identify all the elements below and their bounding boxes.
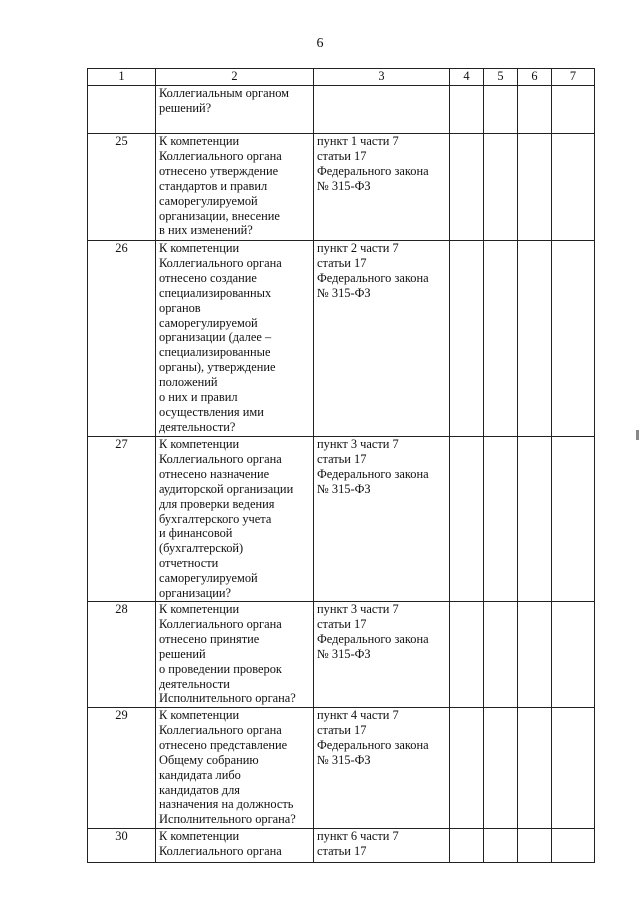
- answer-cell-4: [450, 829, 484, 863]
- answer-cell-5: [484, 602, 518, 708]
- table-row: [88, 241, 595, 437]
- row-number: 27: [88, 437, 156, 602]
- reference-cell: пункт 3 части 7 статьи 17 Федерального закона № 315-ФЗ: [314, 602, 450, 708]
- answer-cell-7: [552, 241, 595, 437]
- reference-cell: пункт 4 части 7 статьи 17 Федерального закона № 315-ФЗ: [314, 708, 450, 829]
- question-cell: Коллегиальным органом решений?: [156, 86, 314, 134]
- answer-cell-6: [518, 437, 552, 602]
- table-row: [88, 86, 595, 134]
- row-number: 26: [88, 241, 156, 437]
- question-cell: К компетенции Коллегиального органа: [156, 829, 314, 863]
- page-number: 6: [316, 36, 324, 51]
- row-number: 28: [88, 602, 156, 708]
- row-number: [88, 86, 156, 134]
- answer-cell-7: [552, 829, 595, 863]
- answer-cell-5: [484, 829, 518, 863]
- column-header: 7: [552, 69, 595, 86]
- reference-cell: пункт 1 части 7 статьи 17 Федерального закона № 315-ФЗ: [314, 134, 450, 241]
- scan-edge-mark: [636, 430, 639, 440]
- question-cell: К компетенции Коллегиального органа отнесено принятие решений о проведении проверок деятельности Исполнительного органа?: [156, 602, 314, 708]
- reference-cell: [314, 86, 450, 134]
- answer-cell-6: [518, 708, 552, 829]
- answer-cell-6: [518, 241, 552, 437]
- answer-cell-6: [518, 602, 552, 708]
- checklist-table: [87, 68, 595, 863]
- table-row: [88, 602, 595, 708]
- answer-cell-7: [552, 437, 595, 602]
- answer-cell-7: [552, 708, 595, 829]
- answer-cell-5: [484, 86, 518, 134]
- row-number: 25: [88, 134, 156, 241]
- answer-cell-4: [450, 708, 484, 829]
- answer-cell-7: [552, 86, 595, 134]
- answer-cell-5: [484, 241, 518, 437]
- answer-cell-5: [484, 437, 518, 602]
- column-header: 5: [484, 69, 518, 86]
- table-row: [88, 708, 595, 829]
- answer-cell-4: [450, 437, 484, 602]
- table-row: [88, 829, 595, 863]
- question-cell: К компетенции Коллегиального органа отнесено создание специализированных органов саморегулируемой организации (далее – специализированные органы), утверждение положений о них и правил осуществления ими деятельности?: [156, 241, 314, 437]
- reference-cell: пункт 2 части 7 статьи 17 Федерального закона № 315-ФЗ: [314, 241, 450, 437]
- answer-cell-4: [450, 86, 484, 134]
- row-number: 30: [88, 829, 156, 863]
- answer-cell-7: [552, 602, 595, 708]
- header-row: [88, 69, 595, 86]
- question-cell: К компетенции Коллегиального органа отнесено представление Общему собранию кандидата либо кандидатов для назначения на должность Исполнительного органа?: [156, 708, 314, 829]
- table-row: [88, 437, 595, 602]
- answer-cell-6: [518, 86, 552, 134]
- question-cell: К компетенции Коллегиального органа отнесено назначение аудиторской организации для проверки ведения бухгалтерского учета и финансовой (бухгалтерской) отчетности саморегулируемой организации?: [156, 437, 314, 602]
- column-header: 1: [88, 69, 156, 86]
- reference-cell: пункт 3 части 7 статьи 17 Федерального закона № 315-ФЗ: [314, 437, 450, 602]
- answer-cell-4: [450, 134, 484, 241]
- answer-cell-6: [518, 134, 552, 241]
- column-header: 3: [314, 69, 450, 86]
- answer-cell-4: [450, 241, 484, 437]
- answer-cell-7: [552, 134, 595, 241]
- reference-cell: пункт 6 части 7 статьи 17: [314, 829, 450, 863]
- question-cell: К компетенции Коллегиального органа отнесено утверждение стандартов и правил саморегулируемой организации, внесение в них изменений?: [156, 134, 314, 241]
- column-header: 6: [518, 69, 552, 86]
- answer-cell-6: [518, 829, 552, 863]
- column-header: 2: [156, 69, 314, 86]
- column-header: 4: [450, 69, 484, 86]
- answer-cell-5: [484, 708, 518, 829]
- answer-cell-4: [450, 602, 484, 708]
- table-row: [88, 134, 595, 241]
- answer-cell-5: [484, 134, 518, 241]
- row-number: 29: [88, 708, 156, 829]
